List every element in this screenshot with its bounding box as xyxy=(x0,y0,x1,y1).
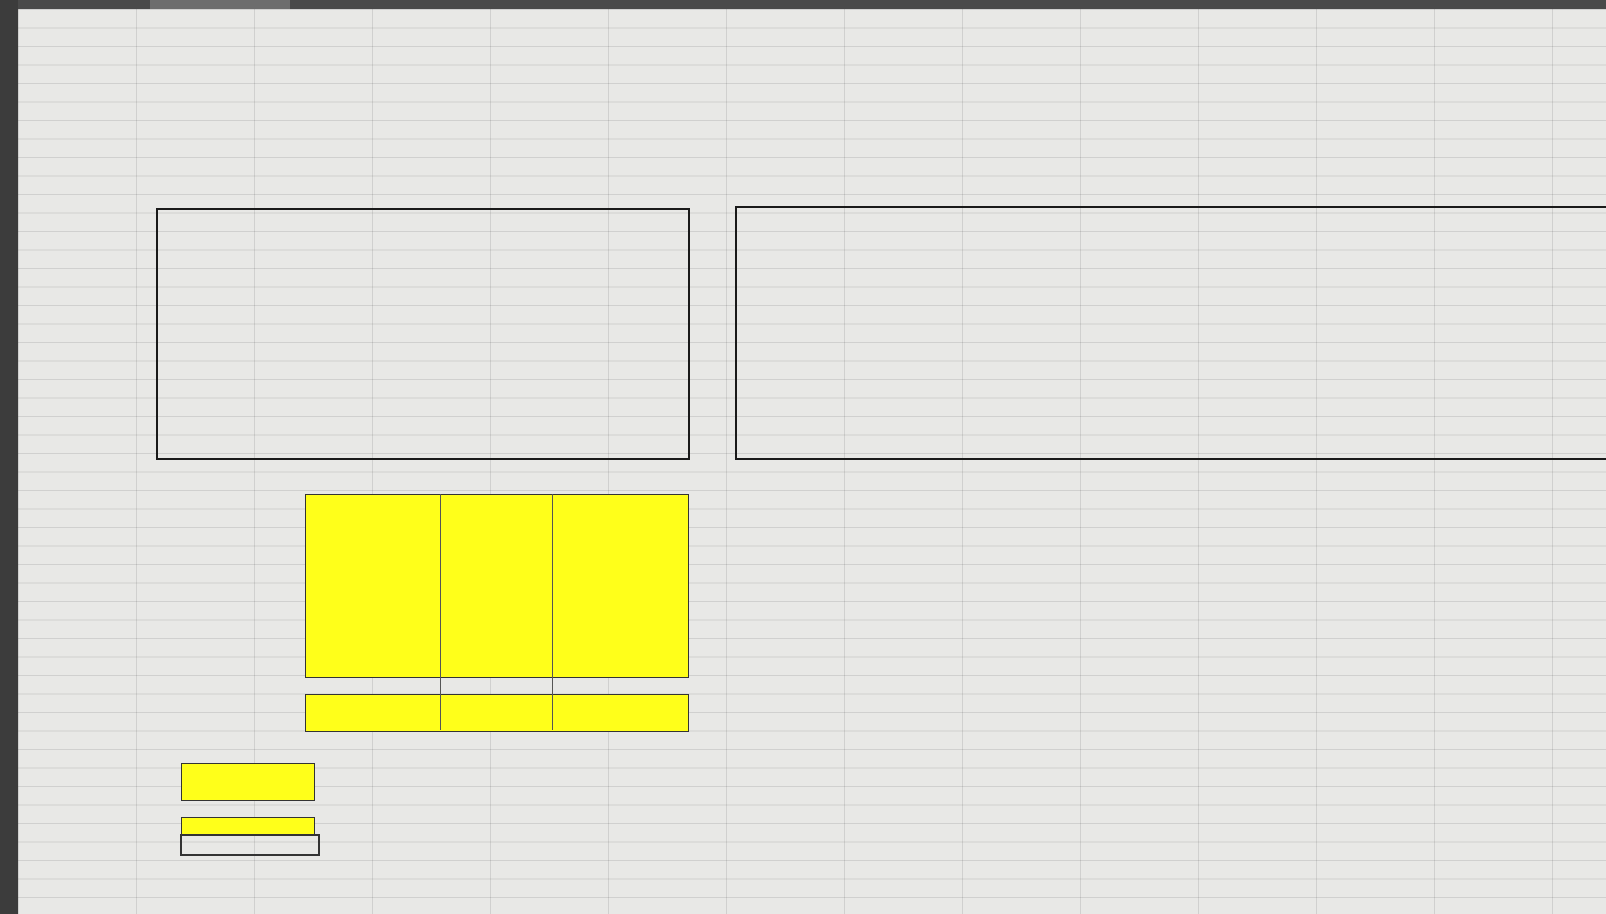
exhibit-two-table xyxy=(735,206,1606,460)
row-number-gutter[interactable] xyxy=(0,0,18,914)
estimated-price-cell[interactable] xyxy=(181,817,315,835)
active-cell-selection[interactable] xyxy=(180,834,320,856)
indicated-yellow-block[interactable] xyxy=(305,694,689,732)
exhibit-one-table xyxy=(156,208,690,460)
column-header-bar[interactable] xyxy=(0,0,1606,9)
adjustments-yellow-block[interactable] xyxy=(305,494,689,678)
range-yellow-block[interactable] xyxy=(181,763,315,801)
